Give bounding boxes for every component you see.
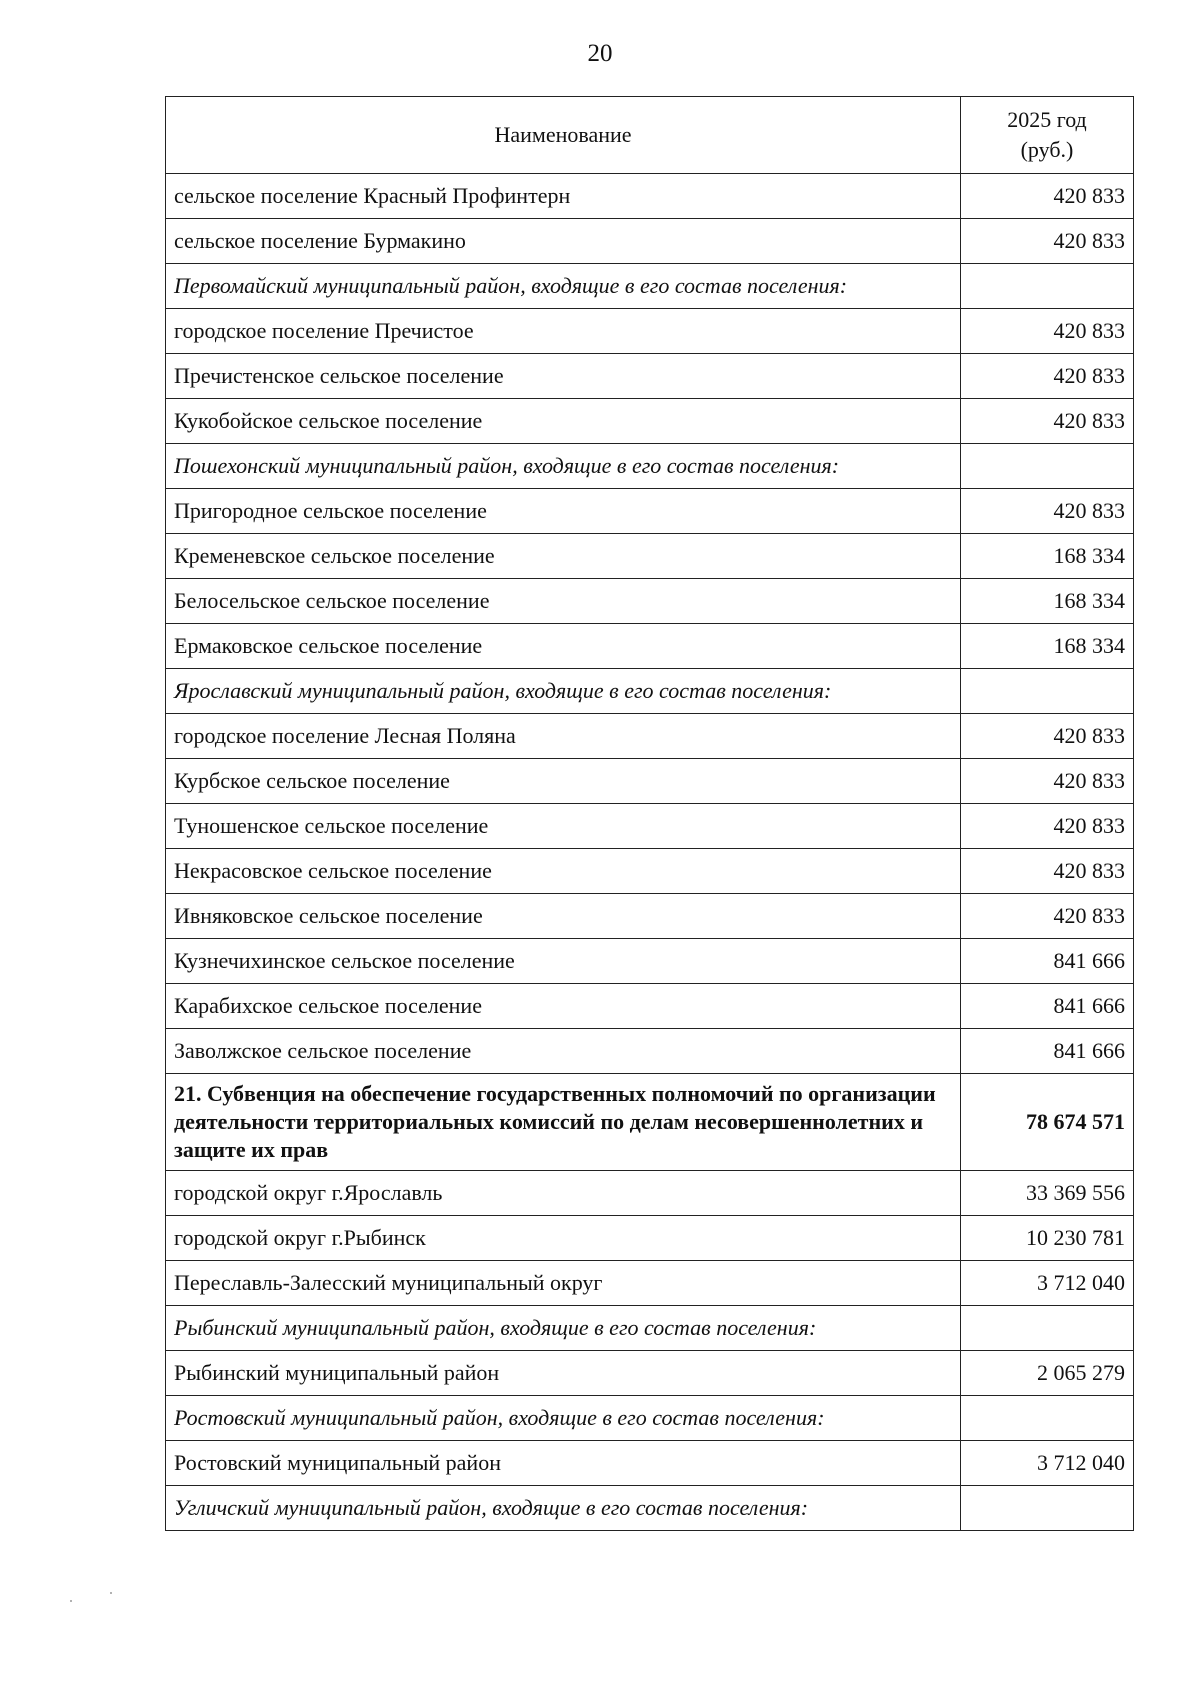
- table-row: [166, 984, 1134, 1029]
- table-row: [166, 939, 1134, 984]
- table-row: [166, 579, 1134, 624]
- row-value: 3 712 040: [961, 1441, 1134, 1486]
- row-name: 21. Субвенция на обеспечение государственных полномочий по организации деятельности территориальных комиссий по делам несовершеннолетних и защите их прав: [166, 1074, 961, 1171]
- table-group-row: [166, 1486, 1134, 1531]
- row-value: 841 666: [961, 984, 1134, 1029]
- table-row: [166, 1441, 1134, 1486]
- row-name: Рыбинский муниципальный район: [166, 1351, 961, 1396]
- row-name: городской округ г.Рыбинск: [166, 1216, 961, 1261]
- table-row: [166, 804, 1134, 849]
- row-value: 78 674 571: [961, 1074, 1134, 1171]
- row-value: 420 833: [961, 714, 1134, 759]
- row-value: 10 230 781: [961, 1216, 1134, 1261]
- table-row: [166, 354, 1134, 399]
- row-value: 420 833: [961, 894, 1134, 939]
- row-value: 841 666: [961, 1029, 1134, 1074]
- row-value: 420 833: [961, 849, 1134, 894]
- column-header-value-year: 2025 год: [1007, 107, 1087, 132]
- row-name: Ростовский муниципальный район: [166, 1441, 961, 1486]
- table-row: [166, 1216, 1134, 1261]
- table-group-row: [166, 1396, 1134, 1441]
- row-value: 420 833: [961, 489, 1134, 534]
- row-name: Ермаковское сельское поселение: [166, 624, 961, 669]
- table-row: [166, 219, 1134, 264]
- column-header-name: Наименование: [166, 97, 961, 174]
- table-group-row: [166, 264, 1134, 309]
- table-group-row: [166, 1306, 1134, 1351]
- row-name: Некрасовское сельское поселение: [166, 849, 961, 894]
- table-row: [166, 1029, 1134, 1074]
- table-section-row: [166, 1074, 1134, 1171]
- row-name: Кукобойское сельское поселение: [166, 399, 961, 444]
- row-value: 168 334: [961, 624, 1134, 669]
- row-value: [961, 1396, 1134, 1441]
- scan-artifact: [110, 1592, 112, 1594]
- row-value: 420 833: [961, 174, 1134, 219]
- table-row: [166, 489, 1134, 534]
- row-value: 420 833: [961, 219, 1134, 264]
- row-name: Ярославский муниципальный район, входящие в его состав поселения:: [166, 669, 961, 714]
- row-name: сельское поселение Красный Профинтерн: [166, 174, 961, 219]
- row-name: Ивняковское сельское поселение: [166, 894, 961, 939]
- page-number: 20: [587, 40, 613, 67]
- row-value: [961, 1306, 1134, 1351]
- table-row: [166, 714, 1134, 759]
- scan-artifact: [70, 1600, 72, 1602]
- row-value: [961, 264, 1134, 309]
- table-row: [166, 849, 1134, 894]
- row-value: 3 712 040: [961, 1261, 1134, 1306]
- row-name: Пречистенское сельское поселение: [166, 354, 961, 399]
- row-value: [961, 1486, 1134, 1531]
- row-value: [961, 444, 1134, 489]
- table-row: [166, 759, 1134, 804]
- row-name: Кременевское сельское поселение: [166, 534, 961, 579]
- table-row: [166, 1171, 1134, 1216]
- row-name: Заволжское сельское поселение: [166, 1029, 961, 1074]
- table-group-row: [166, 669, 1134, 714]
- column-header-value: [961, 97, 1134, 174]
- row-name: Туношенское сельское поселение: [166, 804, 961, 849]
- row-name: Карабихское сельское поселение: [166, 984, 961, 1029]
- row-name: Рыбинский муниципальный район, входящие в его состав поселения:: [166, 1306, 961, 1351]
- row-value: 420 833: [961, 759, 1134, 804]
- row-value: 841 666: [961, 939, 1134, 984]
- row-value: 420 833: [961, 354, 1134, 399]
- row-value: 33 369 556: [961, 1171, 1134, 1216]
- column-header-value-unit: (руб.): [1020, 137, 1074, 162]
- table-row: [166, 174, 1134, 219]
- table-group-row: [166, 444, 1134, 489]
- row-name: Угличский муниципальный район, входящие в его состав поселения:: [166, 1486, 961, 1531]
- row-value: 2 065 279: [961, 1351, 1134, 1396]
- row-name: Кузнечихинское сельское поселение: [166, 939, 961, 984]
- row-name: Первомайский муниципальный район, входящие в его состав поселения:: [166, 264, 961, 309]
- table-row: [166, 1261, 1134, 1306]
- budget-table: [165, 96, 1134, 1531]
- row-value: 420 833: [961, 309, 1134, 354]
- row-value: 420 833: [961, 399, 1134, 444]
- row-name: Ростовский муниципальный район, входящие в его состав поселения:: [166, 1396, 961, 1441]
- row-name: Переславль-Залесский муниципальный округ: [166, 1261, 961, 1306]
- row-name: Белосельское сельское поселение: [166, 579, 961, 624]
- row-name: сельское поселение Бурмакино: [166, 219, 961, 264]
- row-value: 168 334: [961, 579, 1134, 624]
- row-value: 168 334: [961, 534, 1134, 579]
- row-name: городское поселение Лесная Поляна: [166, 714, 961, 759]
- table-row: [166, 534, 1134, 579]
- row-name: Курбское сельское поселение: [166, 759, 961, 804]
- table-body: [166, 174, 1134, 1531]
- row-value: 420 833: [961, 804, 1134, 849]
- table-row: [166, 894, 1134, 939]
- table-row: [166, 399, 1134, 444]
- table-row: [166, 624, 1134, 669]
- table-row: [166, 309, 1134, 354]
- row-name: Пригородное сельское поселение: [166, 489, 961, 534]
- row-name: городское поселение Пречистое: [166, 309, 961, 354]
- row-name: городской округ г.Ярославль: [166, 1171, 961, 1216]
- row-value: [961, 669, 1134, 714]
- row-name: Пошехонский муниципальный район, входящие в его состав поселения:: [166, 444, 961, 489]
- table-row: [166, 1351, 1134, 1396]
- table-header-row: [166, 97, 1134, 174]
